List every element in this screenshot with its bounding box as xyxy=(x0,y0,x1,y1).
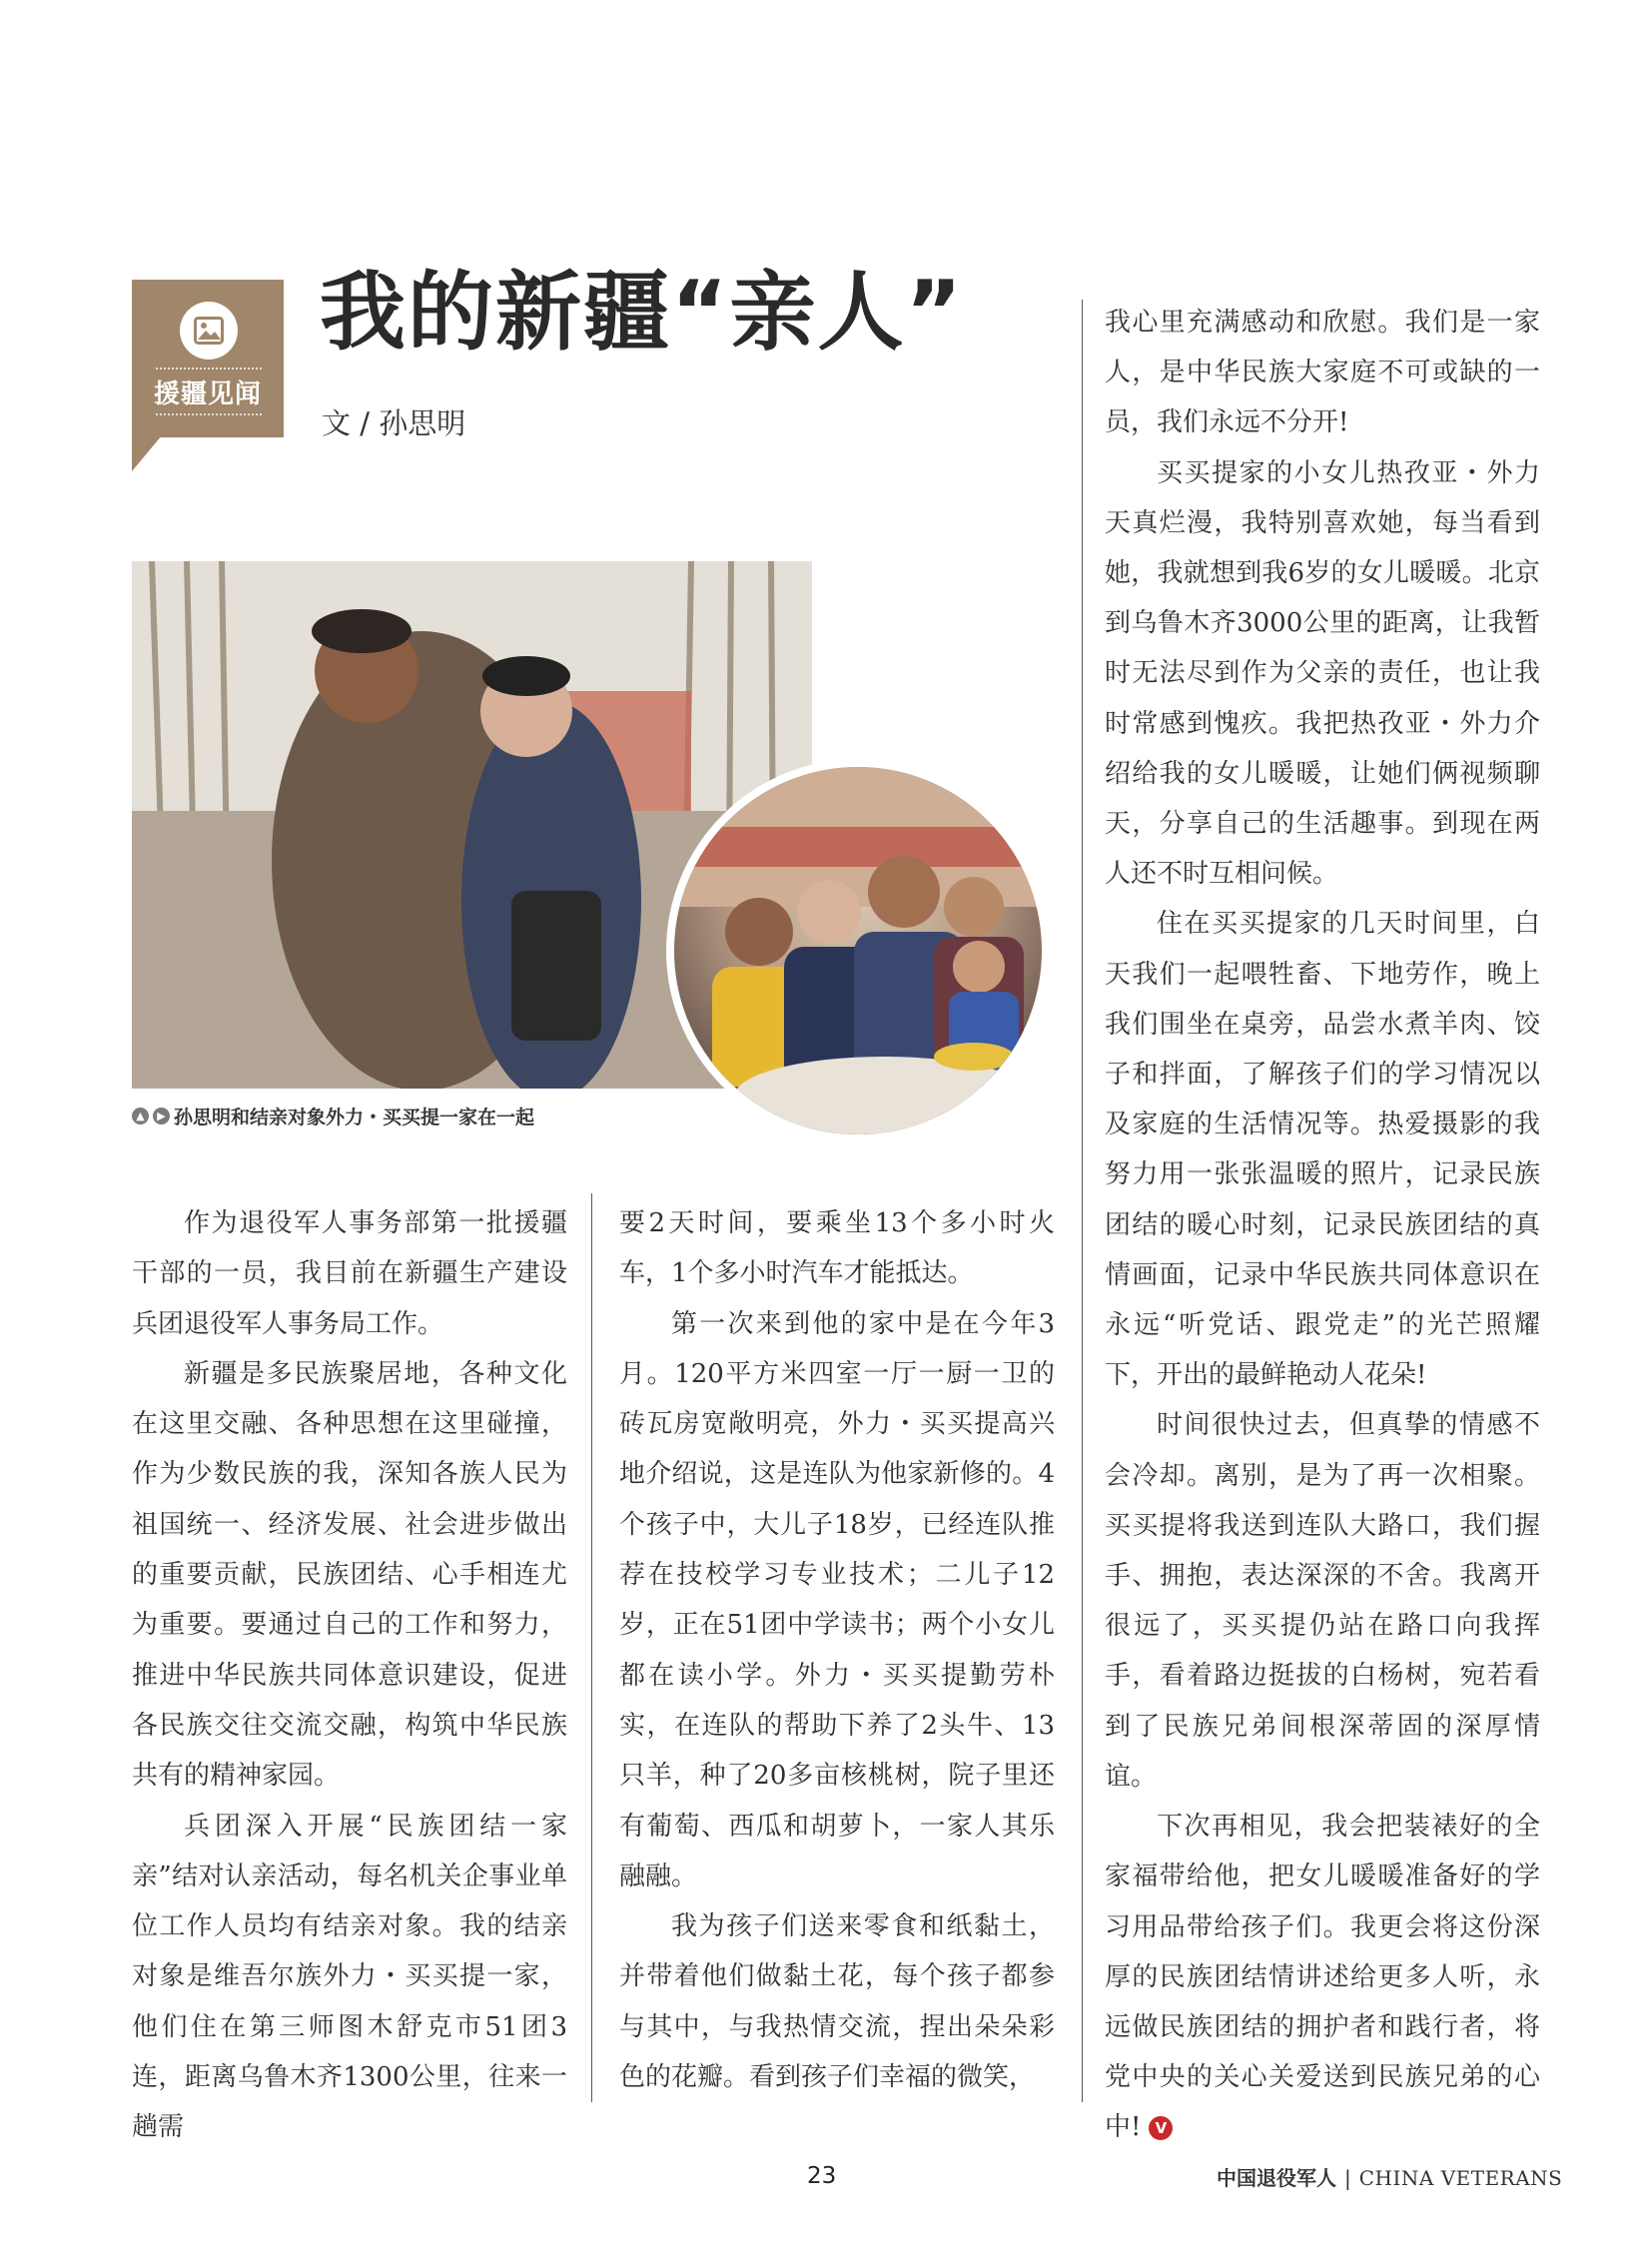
photo-caption xyxy=(132,1103,534,1129)
paragraph: 买买提家的小女儿热孜亚・外力天真烂漫，我特别喜欢她，每当看到她，我就想到我6岁的女儿暖暖。北京到乌鲁木齐3000公里的距离，让我暂时无法尽到作为父亲的责任，也让我时常感到愧疚。我把热孜亚・外力介绍给我的女儿暖暖，让她们俩视频聊天，分享自己的生活趣事。到现在两人还不时互相问候。 xyxy=(1105,457,1540,890)
article-column-1 xyxy=(132,1198,567,2153)
section-tag xyxy=(132,280,284,437)
paragraph: 新疆是多民族聚居地，各种文化在这里交融、各种思想在这里碰撞，作为少数民族的我，深知各族人民为祖国统一、经济发展、社会进步做出的重要贡献，民族团结、心手相连尤为重要。要通过自己的工作和努力，推进中华民族共同体意识建设，促进各民族交往交流交融，构筑中华民族共有的精神家园。 xyxy=(132,1358,567,1792)
caret-right-icon: ▶ xyxy=(153,1108,170,1124)
magazine-footer xyxy=(1217,2162,1562,2191)
photo-inset xyxy=(666,759,1050,1142)
footer-separator: | xyxy=(1344,2166,1351,2190)
photo-caption-text: 孙思明和结亲对象外力・买买提一家在一起 xyxy=(174,1107,535,1128)
tag-divider xyxy=(156,368,262,370)
paragraph-text: 下次再相见，我会把装裱好的全家福带给他，把女儿暖暖准备好的学习用品带给孩子们。我更会将这份深厚的民族团结情讲述给更多人听，永远做民族团结的拥护者和践行者，将党中央的关心关爱送到民族兄弟的心中! xyxy=(1105,1812,1540,2143)
article-column-2 xyxy=(619,1198,1055,2102)
paragraph-last xyxy=(1105,1802,1540,2152)
magazine-name-en: CHINA VETERANS xyxy=(1358,2166,1563,2190)
tag-tail xyxy=(132,435,162,471)
tag-divider xyxy=(156,413,262,415)
article-title: 我的新疆“亲人” xyxy=(320,263,965,363)
image-icon xyxy=(180,302,238,360)
paragraph: 时间很快过去，但真挚的情感不会冷却。离别，是为了再一次相聚。买买提将我送到连队大路口，我们握手、拥抱，表达深深的不舍。我离开很远了，买买提仍站在路口向我挥手，看着路边挺拔的白杨树，宛若看到了民族兄弟间根深蒂固的深厚情谊。 xyxy=(1105,1410,1540,1792)
paragraph: 第一次来到他的家中是在今年3月。120平方米四室一厅一厨一卫的砖瓦房宽敞明亮，外力・买买提高兴地介绍说，这是连队为他家新修的。4个孩子中，大儿子18岁，已经连队推荐在技校学习专业技术；二儿子12岁，正在51团中学读书；两个小女儿都在读小学。外力・买买提勤劳朴实，在连队的帮助下养了2头牛、13只羊，种了20多亩核桃树，院子里还有葡萄、西瓜和胡萝卜，一家人其乐融融。 xyxy=(619,1308,1055,1891)
paragraph: 住在买买提家的几天时间里，白天我们一起喂牲畜、下地劳作，晚上我们围坐在桌旁，品尝水煮羊肉、饺子和拌面，了解孩子们的学习情况以及家庭的生活情况等。热爱摄影的我努力用一张张温暖的照片，记录民族团结的暖心时刻，记录民族团结的真情画面，记录中华民族共同体意识在永远“听党话、跟党走”的光芒照耀下，开出的最鲜艳动人花朵! xyxy=(1105,909,1540,1391)
magazine-name-cn: 中国退役军人 xyxy=(1217,2166,1336,2190)
article-column-3 xyxy=(1105,298,1540,2153)
column-rule xyxy=(1082,300,1083,2102)
section-tag-label: 援疆见闻 xyxy=(153,379,262,409)
column-rule xyxy=(591,1193,592,2102)
paragraph: 我为孩子们送来零食和纸黏土，并带着他们做黏土花，每个孩子都参与其中，与我热情交流，捏出朵朵彩色的花瓣。看到孩子们幸福的微笑， xyxy=(619,1911,1055,2093)
byline: 文 / 孙思明 xyxy=(322,406,466,440)
paragraph: 作为退役军人事务部第一批援疆干部的一员，我目前在新疆生产建设兵团退役军人事务局工作。 xyxy=(132,1208,567,1339)
paragraph: 我心里充满感动和欣慰。我们是一家人，是中华民族大家庭不可或缺的一员，我们永远不分开! xyxy=(1105,308,1540,438)
caret-up-icon: ▲ xyxy=(132,1108,149,1124)
paragraph: 兵团深入开展“民族团结一家亲”结对认亲活动，每名机关企事业单位工作人员均有结亲对象。我的结亲对象是维吾尔族外力・买买提一家，他们住在第三师图木舒克市51团3连，距离乌鲁木齐1300公里，往来一趟需 xyxy=(132,1811,567,2143)
paragraph: 要2天时间，要乘坐13个多小时火车，1个多小时汽车才能抵达。 xyxy=(619,1208,1055,1289)
page-number: 23 xyxy=(807,2163,837,2189)
end-mark-icon: V xyxy=(1149,2116,1173,2140)
